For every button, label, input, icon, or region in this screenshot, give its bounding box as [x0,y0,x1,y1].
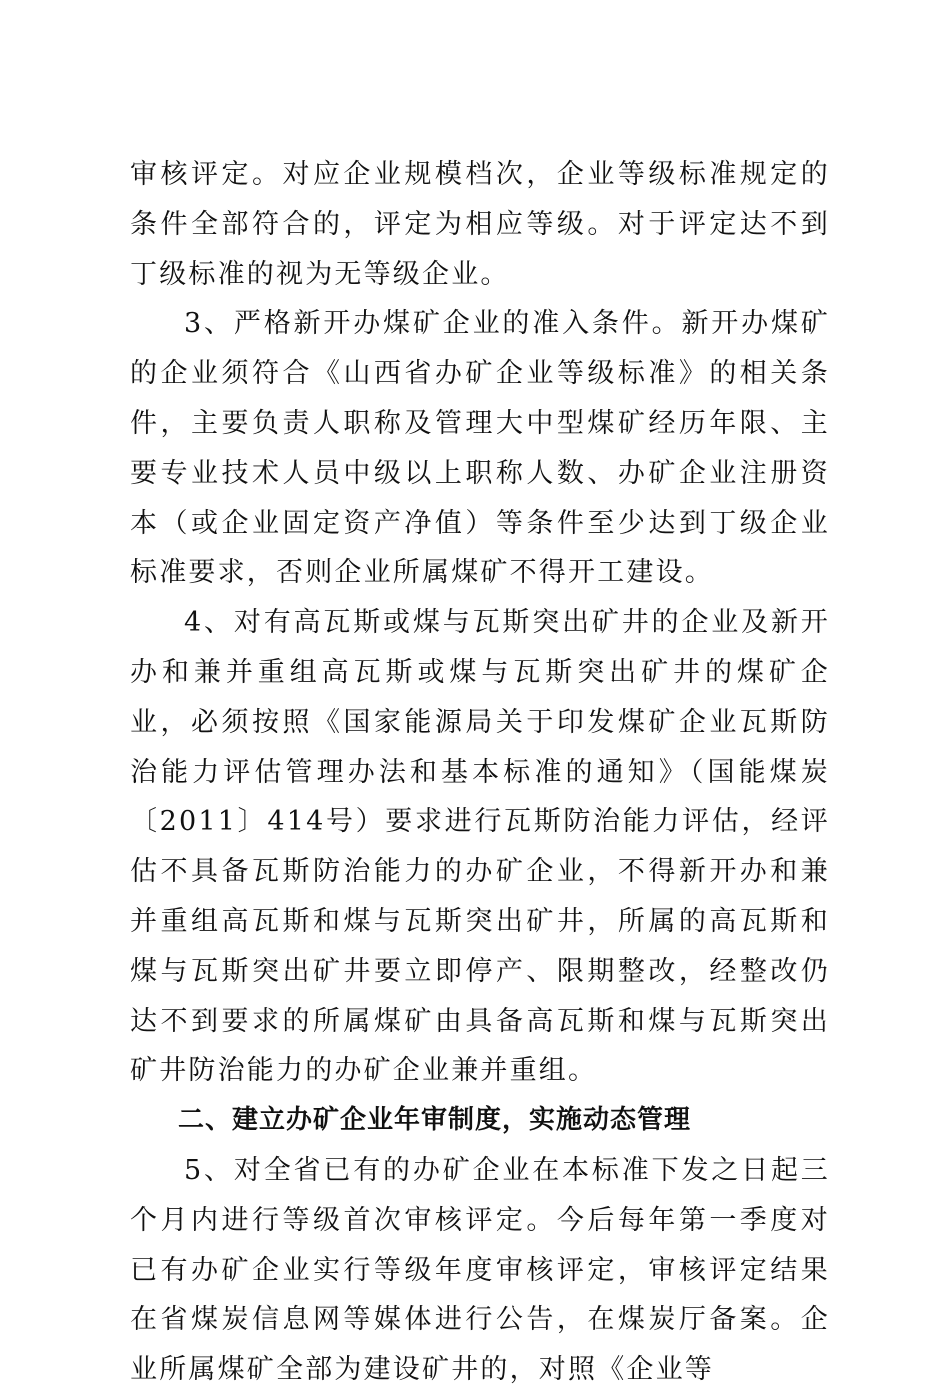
text-line: 要立即停产、限期整改，经整改仍达不到要求的所属煤矿由具备 [130,955,831,1037]
text-line: 级年度审核评定，审核评定结果在省煤炭信息网等媒体进行公告， [130,1254,830,1336]
text-line: 4、对有高瓦斯或煤与瓦斯突出矿井的企业及新开办和兼并 [130,607,830,688]
paragraph-continuation [130,150,830,299]
text-line: 通知》（国能煤炭〔2011〕414号）要求进行瓦斯防治能力评估， [130,756,830,838]
text-line: 行等级首次审核评定。今后每年第一季度对已有办矿企业实行等 [130,1204,830,1286]
text-line: 丁级企业标准要求，否则企业所属煤矿不得开工建设。 [130,507,830,589]
text-line: 及管理大中型煤矿经历年限、主要专业技术人员中级以上职称人 [130,407,830,489]
text-line: 审核评定。对应企业规模档次，企业等级标准规定的条件全部符 [130,159,830,240]
paragraph-item-4 [130,598,830,1096]
text-line: 企业。 [422,258,510,290]
paragraph-item-3 [130,299,830,598]
text-line: 合的，评定为相应等级。对于评定达不到丁级标准的视为无等级 [130,208,830,290]
text-line: 5、对全省已有的办矿企业在本标准下发之日起三个月内进 [130,1154,830,1236]
paragraph-item-5 [130,1146,830,1395]
text-line: 重组高瓦斯或煤与瓦斯突出矿井的煤矿企业，必须按照《国家能 [130,656,830,738]
document-body [130,150,830,1395]
text-line: 数、办矿企业注册资本（或企业固定资产净值）等条件至少达到 [130,457,830,539]
section-heading: 二、建立办矿企业年审制度，实施动态管理 [178,1105,692,1136]
text-line: 源局关于印发煤矿企业瓦斯防治能力评估管理办法和基本标准的 [130,706,830,788]
text-line: 高瓦斯和煤与瓦斯突出矿井，所属的高瓦斯和煤与瓦斯突出矿井 [130,905,831,987]
text-line: 经评估不具备瓦斯防治能力的办矿企业，不得新开办和兼并重组 [130,806,831,937]
text-line: 在煤炭厅备案。企业所属煤矿全部为建设矿井的，对照《企业等 [130,1304,830,1386]
text-line: 符合《山西省办矿企业等级标准》的相关条件，主要负责人职称 [130,358,830,439]
text-line: 3、严格新开办煤矿企业的准入条件。新开办煤矿的企业须 [130,308,830,390]
text-line: 高瓦斯和煤与瓦斯突出矿井防治能力的办矿企业兼并重组。 [130,1005,831,1087]
